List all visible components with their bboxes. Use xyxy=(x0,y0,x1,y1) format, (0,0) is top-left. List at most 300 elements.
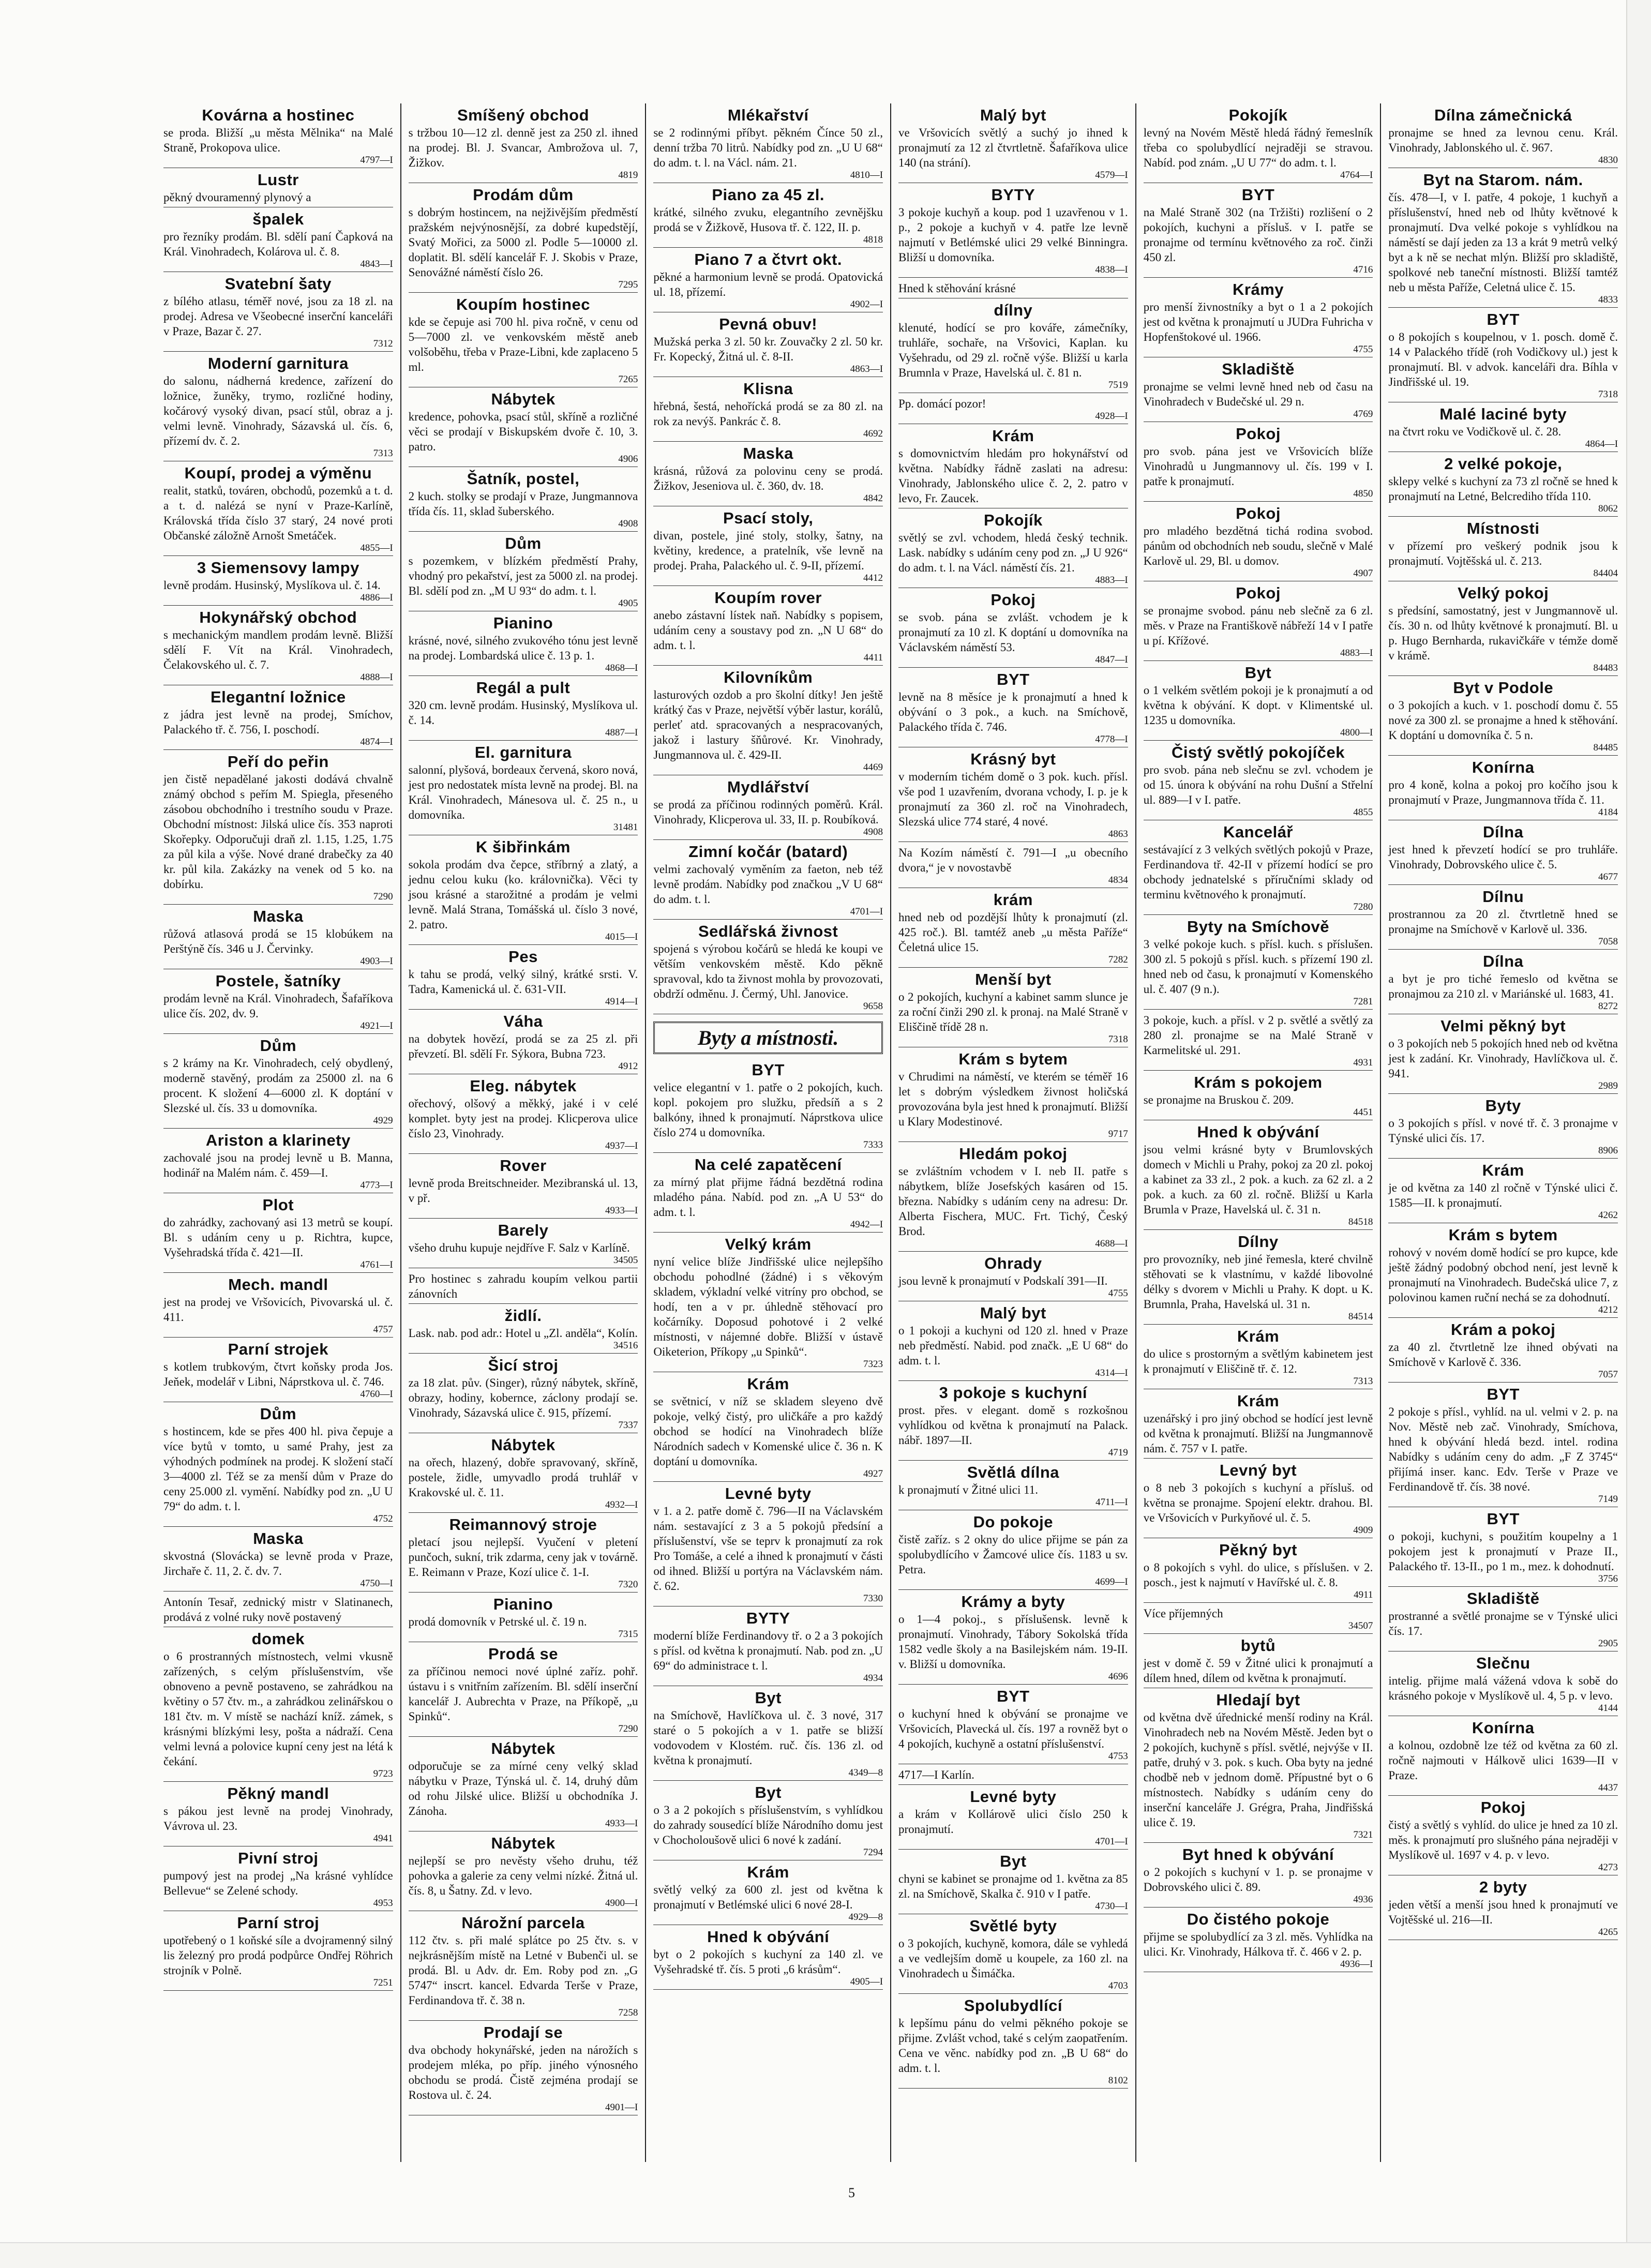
ad-text: pěkný dvouramenný plynový a xyxy=(163,191,311,204)
classified-ad xyxy=(163,1530,393,1591)
classified-ad xyxy=(1144,281,1373,357)
ad-text: s pákou jest levně na prodej Vinohrady, Vávrova ul. 23. xyxy=(163,1805,393,1833)
ad-text: prostranné a světlé pronajme se v Týnské ulici čís. 17. xyxy=(1388,1610,1618,1638)
classified-ad xyxy=(163,1037,393,1129)
ad-code: 4855—I xyxy=(360,543,393,553)
ad-code: 84514 xyxy=(1348,1311,1373,1322)
classified-ad xyxy=(163,211,393,272)
ad-text: krásná, růžová za polovinu ceny se prodá. Žižkov, Jeseniova ul. č. 360, dv. 18. xyxy=(653,464,883,492)
classified-ad xyxy=(898,1145,1128,1252)
classified-ad xyxy=(163,559,393,606)
ad-code: 8062 xyxy=(1598,503,1618,514)
classified-ad xyxy=(409,1436,638,1513)
ad-code: 4843—I xyxy=(360,259,393,269)
ad-code: 2905 xyxy=(1598,1638,1618,1649)
classified-ad xyxy=(409,948,638,1010)
classified-ad xyxy=(1144,1013,1373,1071)
classified-ad xyxy=(409,1645,638,1737)
ad-text: Pro hostinec s zahradu koupím velkou partii zánovních xyxy=(408,1272,638,1300)
ad-code: 4883—I xyxy=(1095,575,1128,585)
ad-heading: Pokoj xyxy=(1480,1798,1526,1816)
ad-text: Mužská perka 3 zl. 50 kr. Zouvačky 2 zl. 50 kr. Fr. Kopecký, Žitná ul. č. 8-II. xyxy=(653,335,883,363)
classified-ad xyxy=(1388,171,1618,308)
ad-code: 31481 xyxy=(613,822,638,833)
ad-code: 4411 xyxy=(863,652,883,663)
ad-heading: Maska xyxy=(743,444,793,462)
ad-code: 7295 xyxy=(618,279,638,290)
classified-ad xyxy=(1388,1799,1618,1875)
ad-text: pro řezníky prodám. Bl. sdělí paní Čapková na Král. Vinohradech, Kolárova ul. č. 8. xyxy=(163,230,393,258)
ad-code: 4265 xyxy=(1598,1927,1618,1937)
ad-heading: Rover xyxy=(500,1156,547,1175)
ad-heading: dílny xyxy=(994,301,1033,319)
classified-ad xyxy=(409,1077,638,1154)
ad-heading: BYTY xyxy=(746,1609,790,1627)
ad-code: 4830 xyxy=(1598,155,1618,166)
ad-code: 4757 xyxy=(373,1324,393,1335)
ad-text: ve Vršovicích světlý a suchý jo ihned k pronajmutí za 12 zl čtvrtletně. Šafaříkova ulice 140 (na strání). xyxy=(898,126,1128,169)
ad-code: 4834 xyxy=(1108,875,1128,885)
classified-ad xyxy=(409,614,638,676)
ad-code: 4764—I xyxy=(1340,170,1373,181)
classified-ad xyxy=(409,296,638,387)
ad-code: 7251 xyxy=(373,1977,393,1988)
ad-code: 7320 xyxy=(618,1579,638,1590)
ad-heading: Byt xyxy=(1244,664,1272,682)
ad-code: 4902—I xyxy=(850,299,883,310)
ad-text: kredence, pohovka, psací stůl, skříně a rozličné věci se prodají v Biskupském dvoře č. 10, 3. patro. xyxy=(408,410,638,453)
ad-text: jest v domě č. 59 v Žitné ulici k pronajmutí a dílem hned, dílem od května k pronajmutí. xyxy=(1143,1657,1373,1685)
classified-ad xyxy=(163,1276,393,1338)
ad-text: ořechový, olšový a měkký, jaké i v celé komplet. byty jest na prodej. Klicperova ulice číslo 23, Vinohrady. xyxy=(408,1097,638,1140)
ad-heading: Reimannový stroje xyxy=(449,1515,597,1534)
ad-code: 4750—I xyxy=(360,1578,393,1589)
ad-text: s domovnictvím hledám pro hokynářství od května. Nabídky řádně zaslati na adresu: Vinohrady, Jablonského ulice č. 2, 2. patro v levo, Fr. Zaucek. xyxy=(898,447,1128,505)
ad-code: 4903—I xyxy=(360,956,393,967)
ad-text: realit, statků, továren, obchodů, pozemků a t. d. a t. d. nalézá se nyní v Praze-Karlíně, Královská třída číslo 37 starý, 24 nové proti Občanské záložně Arnošt Smetáček. xyxy=(163,484,393,542)
classified-ad xyxy=(1144,1911,1373,1972)
ad-text: o 2 pokojích s kuchyní v 1. p. se pronajme v Dobrovského ulici č. 89. xyxy=(1143,1866,1373,1894)
ad-heading: Parní stroj xyxy=(237,1914,320,1932)
ad-heading: Do čistého pokoje xyxy=(1187,1910,1330,1928)
classified-ad xyxy=(1144,744,1373,820)
classified-ad xyxy=(1388,405,1618,452)
ad-text: pro provozníky, neb jiné řemesla, které chvilně stěhovati se k vlastnímu, v každé libovolné délky s dvorem v Michli u Prahy. K dopt. u K. Brumnla, Praha, Havelská ul. 31 n. xyxy=(1143,1253,1373,1311)
ad-text: o 3 pokojích a kuch. v 1. poschodí domu č. 55 nové za 300 zl. se pronajme a hned k stěhování. K doptání u domovníka č. 5 n. xyxy=(1388,699,1618,742)
ad-text: pronajme se hned za levnou cenu. Král. Vinohrady, Jablonského ul. č. 967. xyxy=(1388,126,1618,154)
ad-code: 8906 xyxy=(1598,1145,1618,1156)
ad-heading: Klisna xyxy=(743,380,793,398)
ad-text: dva obchody hokynářské, jeden na nárožích s prodejem mléka, po příp. jiného výnosného obchodu se prodá. Čistě zejména prodají se Rostova ul. č. 24. xyxy=(408,2044,638,2101)
ad-heading: Maska xyxy=(253,907,304,925)
ad-code: 84483 xyxy=(1593,663,1618,673)
classified-ad xyxy=(1144,107,1373,183)
classified-ad xyxy=(1144,186,1373,278)
classified-ad xyxy=(163,1132,393,1193)
ad-heading: Nárožní parcela xyxy=(461,1914,585,1932)
ad-code: 4921—I xyxy=(360,1020,393,1031)
ad-code: 7313 xyxy=(1353,1376,1373,1387)
ad-code: 7318 xyxy=(1598,389,1618,400)
classified-ad xyxy=(898,427,1128,508)
classified-ad xyxy=(409,1307,638,1354)
ad-heading: Pevná obuv! xyxy=(719,315,818,333)
classified-ad xyxy=(409,838,638,945)
ad-code: 7312 xyxy=(373,338,393,349)
ad-code: 4703 xyxy=(1108,1980,1128,1991)
classified-ad xyxy=(653,1689,883,1781)
ad-code: 4437 xyxy=(1598,1782,1618,1793)
ad-text: pro svob. pána jest ve Vršovicích blíže Vinohradů u Jungmannovy ul. čís. 199 v I. patře k pronajmutí. xyxy=(1143,445,1373,488)
ad-heading: Postele, šatníky xyxy=(215,972,341,990)
ad-heading: BYT xyxy=(1487,1510,1520,1528)
ad-heading: Koupím hostinec xyxy=(456,295,590,313)
ad-code: 4932—I xyxy=(605,1499,638,1510)
ad-text: o pokoji, kuchyni, s použitím koupelny a 1 pokojem jest k pronajmutí v Praze II., Palackého tř. 13-II., po 1 m., mez. k dohodnutí. xyxy=(1388,1530,1618,1573)
ad-heading: Konírna xyxy=(1472,758,1535,776)
ad-heading: 2 byty xyxy=(1479,1878,1527,1896)
ad-heading: Mydlářství xyxy=(727,778,809,796)
ad-text: na Smíchově, Havlíčkova ul. č. 3 nové, 317 staré o 5 pokojích a v 1. patře se bližší vodovodem v Klostém. ruč. čís. 136 zl. od května k pronajmutí. xyxy=(653,1709,883,1767)
ad-heading: Slečnu xyxy=(1476,1654,1530,1672)
classified-ad xyxy=(1388,679,1618,756)
classified-ad xyxy=(409,1596,638,1642)
ad-code: 4909 xyxy=(1353,1525,1373,1536)
ad-text: s mechanickým mandlem prodám levně. Bližší sdělí F. Vít na Král. Vinohradech, Čelakovského ul. č. 7. xyxy=(163,628,393,671)
ad-text: prodá domovník v Petrské ul. č. 19 n. xyxy=(408,1615,587,1628)
ad-heading: Šicí stroj xyxy=(488,1356,559,1374)
ad-text: 2 kuch. stolky se prodají v Praze, Jungmannova třída čís. 11, sklad šuberského. xyxy=(408,490,638,518)
ad-code: 4692 xyxy=(863,428,883,439)
classified-ad xyxy=(653,1156,883,1233)
ad-heading: Světlá dílna xyxy=(967,1463,1059,1481)
classified-ad xyxy=(409,1222,638,1268)
ad-text: se pronajme na Bruskou č. 209. xyxy=(1143,1093,1294,1106)
ad-text: se zvláštním vchodem v I. neb II. patře s nábytkem, blíže Josefských kasáren od 15. března. Nabídky s udáním ceny na adresu: Dr. Alberta Fischera, MUC. Frt. Tichý, Český Brod. xyxy=(898,1165,1128,1238)
classified-ad xyxy=(898,1853,1128,1914)
ad-heading: Koupí, prodej a výměnu xyxy=(184,464,372,482)
classified-ad xyxy=(653,589,883,666)
column-6 xyxy=(1380,103,1625,2162)
ad-heading: Kilovníkům xyxy=(724,668,813,686)
ad-heading: Pianino xyxy=(493,1595,553,1613)
ad-code: 4863 xyxy=(1108,829,1128,839)
ad-code: 4262 xyxy=(1598,1210,1618,1221)
ad-code: 7294 xyxy=(863,1847,883,1858)
ad-heading: BYT xyxy=(1241,186,1275,204)
classified-ad xyxy=(409,186,638,293)
ad-text: na ořech, hlazený, dobře spravovaný, skříně, postele, židle, umyvadlo prodá truhlář v Krakovské ul. č. 11. xyxy=(408,1456,638,1499)
ad-text: sestávající z 3 velkých světlých pokojů v Praze, Ferdinandova tř. 42-II v přízemí hodící se pro obchody jednatelské s příručními sklady od terminu květnového k pronajmutí. xyxy=(1143,843,1373,901)
ad-code: 4931 xyxy=(1353,1057,1373,1068)
ad-code: 4863—I xyxy=(850,364,883,374)
ad-text: se světnicí, v níž se skladem sleyeno dvě pokoje, velký čistý, pro uličkáře a pro každý obchod se hodící na Vinohradech blíže Národních sadech v Komenské ulice č. 36 n. K doptání u domovníka. xyxy=(653,1395,883,1468)
ad-code: 4908 xyxy=(863,827,883,837)
classified-ad xyxy=(163,171,393,207)
classified-ad xyxy=(1144,664,1373,741)
ad-code: 4927 xyxy=(863,1468,883,1479)
ad-code: 4753 xyxy=(1108,1751,1128,1762)
ad-text: všeho druhu kupuje nejdříve F. Salz v Karlíně. xyxy=(408,1241,630,1254)
ad-code: 7321 xyxy=(1353,1829,1373,1840)
ad-heading: Prodám dům xyxy=(473,186,574,204)
classified-ad xyxy=(898,591,1128,668)
ad-code: 4936—I xyxy=(1340,1959,1373,1970)
classified-ad xyxy=(653,380,883,442)
classified-columns xyxy=(156,103,1625,2162)
ad-heading: Piano za 45 zl. xyxy=(712,186,825,204)
ad-heading: Pokojík xyxy=(983,511,1043,529)
classified-ad xyxy=(409,390,638,467)
classified-ad xyxy=(898,281,1128,298)
section-header: Byty a místnosti. xyxy=(653,1022,883,1054)
ad-code: 4760—I xyxy=(360,1389,393,1400)
ad-text: čistý a světlý s vyhlíd. do ulice je hned za 10 zl. měs. k pronajmutí pro slušného pána nejraději v Myslíkově ul. 1697 v 4. p. v levo. xyxy=(1388,1819,1618,1861)
ad-code: 9723 xyxy=(373,1768,393,1779)
ad-heading: Skladiště xyxy=(1222,360,1295,378)
classified-ad xyxy=(653,1784,883,1860)
ad-code: 4936 xyxy=(1353,1894,1373,1905)
classified-ad xyxy=(409,1013,638,1074)
scan-margin-right xyxy=(1626,0,1651,2268)
classified-ad xyxy=(898,302,1128,393)
ad-heading: Byt hned k obývání xyxy=(1182,1845,1334,1864)
ad-text: za mírný plat přijme řádná bezdětná rodina mladého pána. Nabíd. pod zn. „A U 53“ do adm. t. l. xyxy=(653,1176,883,1219)
classified-ad xyxy=(1388,584,1618,676)
ad-heading: Dům xyxy=(260,1037,297,1055)
ad-text: hned neb od pozdější lhůty k pronajmutí (zl. 425 roč.). Bl. tamtéž aneb „u města Paříže“ Čeletná ulice 15. xyxy=(898,911,1128,954)
ad-text: z bílého atlasu, téměř nové, jsou za 18 zl. na prodej. Adresa ve Všeobecné inserční kanceláři v Praze, Bazar č. 27. xyxy=(163,295,393,338)
ad-text: o 6 prostranných místnostech, velmi vkusně zařízených, s celým příslušenstvím, vše obnoveno a pevně postaveno, se zahrádkou na květiny o 57 čtv. m., a zahrádkou zelinářskou o 181 čtv. m. V místě se nachází kníž. zámek, s krásnými blízkými lesy, pošta a nádraží. Cena velmi levná a polovice kupní ceny jest na létá k čekání. xyxy=(163,1650,393,1768)
classified-ad xyxy=(163,1850,393,1911)
classified-ad xyxy=(163,355,393,461)
ad-text: pro menší živnostníky a byt o 1 a 2 pokojích jest od května k pronajmutí u JUDra Fuhricha v Hopfenštokové ul. 1966. xyxy=(1143,301,1373,343)
ad-code: 4887—I xyxy=(605,727,638,738)
ad-heading: Mech. mandl xyxy=(228,1275,328,1294)
column-2 xyxy=(400,103,646,2162)
ad-code: 4933—I xyxy=(605,1818,638,1829)
ad-heading: Pokoj xyxy=(1236,504,1281,522)
ad-heading: 2 velké pokoje, xyxy=(1444,455,1563,473)
classified-ad xyxy=(1144,1123,1373,1230)
classified-ad xyxy=(1388,311,1618,402)
ad-text: k lepšímu pánu do velmi pěkného pokoje se přijme. Zvlášt vchod, také s celým zaopatřením. Cena ve věnc. nabídky pod zn. „B U 68“ do adm. t. l. xyxy=(898,2017,1128,2075)
ad-code: 4934 xyxy=(863,1673,883,1684)
ad-text: pro 4 koně, kolna a pokoj pro kočího jsou k pronajmutí v Praze, Jungmannova třída č. 11. xyxy=(1388,778,1618,806)
ad-text: čís. 478—I, v I. patře, 4 pokoje, 1 kuchyň a příslušenství, hned neb od lhůty květnové k pronajmutí. Dva velké pokoje s vyhlídkou na náměstí se dají jeden za 13 a krát 9 metrů velký byt a k ně se nechat mlýn. Bližší pro skladiště, spolkové neb taneční místnosti. Bližší tamtéž neb u města Paříže, Celetná ulice č. 15. xyxy=(1388,191,1618,294)
ad-text: Lask. nab. pod adr.: Hotel u „Zl. anděla“, Kolín. xyxy=(408,1327,638,1340)
ad-heading: Konírna xyxy=(1472,1719,1535,1737)
ad-code: 7519 xyxy=(1108,380,1128,390)
ad-code: 7318 xyxy=(1108,1034,1128,1045)
ad-text: s předsíní, samostatný, jest v Jungmannově ul. čís. 30 n. od lhůty květnové k pronajmutí. Bl. u p. Hugo Bernharda, rukavičkáře v témže domě v krámě. xyxy=(1388,604,1618,662)
ad-heading: Hledají byt xyxy=(1216,1691,1300,1709)
ad-heading: Nábytek xyxy=(491,1436,556,1454)
ad-text: s 2 krámy na Kr. Vinohradech, celý obydlený, moderně stavěný, prodám za 25000 zl. na 6 procent. K složení 4—6000 zl. K doptání v Slezské ul. čís. 33 u domovníka. xyxy=(163,1057,393,1115)
ad-code: 4800—I xyxy=(1340,727,1373,738)
ad-heading: BYTY xyxy=(991,186,1035,204)
classified-ad xyxy=(409,107,638,183)
ad-code: 4677 xyxy=(1598,872,1618,882)
ad-code: 4933—I xyxy=(605,1205,638,1216)
ad-code: 9658 xyxy=(863,1001,883,1012)
ad-code: 34516 xyxy=(613,1340,638,1351)
ad-code: 7058 xyxy=(1598,936,1618,947)
ad-heading: Krámy a byty xyxy=(961,1593,1065,1611)
ad-text: na čtvrt roku ve Vodičkově ul. č. 28. xyxy=(1388,425,1562,438)
classified-ad xyxy=(898,1050,1128,1142)
ad-text: krátké, silného zvuku, elegantního zevnějšku prodá se v Žižkově, Husova tř. č. 122, II. p. xyxy=(653,206,883,234)
ad-code: 4855 xyxy=(1353,807,1373,818)
ad-text: světlý se zvl. vchodem, hledá český technik. Lask. nabídky s udáním ceny pod zn. „J U 926“ do adm. t. l. na Václ. náměstí čís. 21. xyxy=(898,531,1128,574)
ad-text: o 1—4 pokoj., s příslušensk. levně k pronajmutí. Vinohrady, Tábory Sokolská třída 1582 vedle školy a na Basilejském nám. 19-II. v. Bližší u domovníka. xyxy=(898,1613,1128,1671)
classified-ad xyxy=(898,1688,1128,1764)
ad-code: 9717 xyxy=(1108,1129,1128,1139)
ad-heading: Pes xyxy=(508,948,538,966)
ad-text: intelig. přijme malá vážená vdova k sobě do krásného pokoje v Myslíkově ul. 4, 5 p. v levo. xyxy=(1388,1674,1618,1702)
ad-heading: Byt v Podole xyxy=(1453,679,1554,697)
ad-text: odporučuje se za mírné ceny velký sklad nábytku v Praze, Týnská ul. č. 14, druhý dům od rohu Jilské ulice. Bližší u obchodníka J. Zánoha. xyxy=(408,1760,638,1818)
ad-text: pumpový jest na prodej „Na krásné vyhlídce Bellevue“ se Zelené schody. xyxy=(163,1869,393,1897)
column-3 xyxy=(645,103,890,2162)
ad-heading: Krám xyxy=(992,427,1034,445)
ad-heading: Levný byt xyxy=(1219,1461,1297,1479)
classified-ad xyxy=(1388,1017,1618,1094)
ad-text: Antonín Tesař, zednický mistr v Slatinanech, prodává z volné ruky nově postavený xyxy=(163,1596,393,1624)
ad-text: v 1. a 2. patře domě č. 796—II na Václavském nám. sestavající z 3 a 5 pokojů předsíní a příslušenství, vše se teprv k pronajmutí za rok Pro Tomáše, a celé a ihned k pronajmutí v části od ihned. Bližší u portýra na Václavském nám. č. 62. xyxy=(653,1505,883,1593)
ad-text: Více příjemných xyxy=(1143,1607,1223,1620)
classified-ad xyxy=(1388,1097,1618,1159)
ad-code: 4905—I xyxy=(850,1976,883,1987)
ad-heading: Lustr xyxy=(257,171,299,189)
classified-ad xyxy=(163,1595,393,1627)
ad-heading: Menší byt xyxy=(975,970,1052,988)
classified-ad xyxy=(163,275,393,352)
ad-code: 4864—I xyxy=(1585,439,1618,449)
ad-text: 3 velké pokoje kuch. s přísl. kuch. s příslušen. 300 zl. 5 pokojů s přísl. kuch. s přízemí 190 zl. hned neb od času, k pronajmutí v Komenského ul. č. 407 (9 n.). xyxy=(1143,938,1373,996)
ad-heading: Dům xyxy=(260,1405,297,1423)
ad-heading: Regál a pult xyxy=(476,679,571,697)
classified-ad xyxy=(653,107,883,183)
ad-code: 4847—I xyxy=(1095,654,1128,665)
classified-ad xyxy=(409,1271,638,1304)
ad-text: v Chrudimi na náměstí, ve kterém se téměř 16 let s dobrým výsledkem živnost holičská provozována byla jest hned k pronajmutí. Bližší u Klary Modestinové. xyxy=(898,1070,1128,1128)
ad-heading: Moderní garnitura xyxy=(207,354,349,372)
ad-code: 7323 xyxy=(863,1359,883,1370)
ad-heading: Pokoj xyxy=(990,591,1036,609)
classified-ad xyxy=(898,1304,1128,1381)
ad-heading: Krám s pokojem xyxy=(1194,1073,1323,1091)
ad-text: v moderním tichém domě o 3 pok. kuch. přísl. vše pod 1 uzavřením, dvorana vchody, I. p. je k pronajmutí za 360 zl. roč na Vinohradech, Slezská ulice 774 staré, 4 nové. xyxy=(898,770,1128,828)
classified-ad xyxy=(163,972,393,1034)
classified-ad xyxy=(898,1513,1128,1590)
classified-ad xyxy=(1144,918,1373,1010)
ad-heading: Levné byty xyxy=(970,1788,1057,1806)
ad-code: 84518 xyxy=(1348,1216,1373,1227)
ad-text: o 3 pokojích neb 5 pokojích hned neb od května jest k zadání. Kr. Vinohrady, Havlíčkova ul. č. 941. xyxy=(1388,1037,1618,1080)
ad-code: 7149 xyxy=(1598,1494,1618,1505)
ad-heading: Hned k obývání xyxy=(707,1928,830,1946)
ad-heading: Prodá se xyxy=(488,1645,558,1663)
ad-heading: Pianino xyxy=(493,614,553,632)
ad-code: 4716 xyxy=(1353,264,1373,275)
ad-heading: Krámy xyxy=(1233,280,1284,298)
ad-heading: Peří do peřin xyxy=(227,753,329,771)
classified-ad xyxy=(409,535,638,611)
ad-code: 4761—I xyxy=(360,1259,393,1270)
column-1 xyxy=(156,103,400,2162)
ad-heading: Sedlářská živnost xyxy=(698,922,838,940)
ad-text: o kuchyní hned k obývání se pronajme ve Vršovicích, Plavecká ul. čís. 197 a rovněž byt o 4 pokojích, kuchyně a ostatní příslušenství. xyxy=(898,1707,1128,1750)
classified-ad xyxy=(163,1785,393,1846)
ad-code: 4184 xyxy=(1598,807,1618,818)
ad-code: 4906 xyxy=(618,454,638,464)
ad-text: k pronajmutí v Žitné ulici 11. xyxy=(898,1483,1039,1496)
ad-heading: Prodají se xyxy=(483,2023,563,2041)
classified-ad xyxy=(163,107,393,168)
ad-code: 7290 xyxy=(373,891,393,902)
ad-heading: El. garnitura xyxy=(474,743,572,761)
ad-code: 34505 xyxy=(613,1255,638,1266)
ad-code: 4886—I xyxy=(360,592,393,603)
classified-ad xyxy=(1144,584,1373,661)
ad-code: 4696 xyxy=(1108,1671,1128,1682)
ad-heading: Spolubydlící xyxy=(964,1996,1062,2015)
classified-ad xyxy=(653,316,883,377)
ad-code: 4907 xyxy=(1353,568,1373,579)
ad-code: 4818 xyxy=(863,234,883,245)
ad-text: o 3 pokojích, kuchyně, komora, dále se vyhledá a ve vedlejším domě u koupele, za 160 zl. na Vinohradech u Šimáčka. xyxy=(898,1937,1128,1980)
ad-code: 4273 xyxy=(1598,1862,1618,1873)
ad-text: s dobrým hostincem, na nejživějším předměstí pražském nejvýnosnější, za dobré kupedstějí, Svatý Mořici, za 5000 zl. Podle 5—10000 zl. doplatit. Bl. sdělí kancelář F. J. Skobis v Praze, Senovážné náměstí číslo 26. xyxy=(408,206,638,279)
ad-text: moderní blíže Ferdinandovy tř. o 2 a 3 pokojích s přísl. od května k pronajmutí. Nab. pod zn. „U 69“ do administrace t. l. xyxy=(653,1629,883,1672)
ad-code: 2989 xyxy=(1598,1080,1618,1091)
ad-heading: Hledám pokoj xyxy=(959,1145,1068,1163)
classified-ad xyxy=(1388,1321,1618,1383)
ad-code: 4701—I xyxy=(850,906,883,917)
ad-text: kde se čepuje asi 700 hl. piva ročně, v cenu od 5—7000 zl. ve venkovském městě aneb volšoběhu, třeba v Praze-Libni, kde zaplaceno 5 ml. xyxy=(408,316,638,373)
ad-text: za 40 zl. čtvrtletně lze ihned obývati na Smíchově v Karlově č. 336. xyxy=(1388,1341,1618,1369)
ad-text: se 2 rodinnými příbyt. pěkném Čínce 50 zl., denní tržba 70 litrů. Nabídky pod zn. „U U 68“ do adm. t. l. na Václ. nám. 21. xyxy=(653,126,883,169)
ad-text: 3 pokoje, kuch. a přísl. v 2 p. světlé a světlý za 280 zl. pronajme se na Malé Straně v Karmelitské ul. 291. xyxy=(1143,1014,1373,1057)
ad-heading: Eleg. nábytek xyxy=(470,1077,577,1095)
ad-code: 4833 xyxy=(1598,294,1618,305)
ad-code: 4911 xyxy=(1354,1589,1373,1600)
ad-code: 7333 xyxy=(863,1139,883,1150)
ad-code: 4941 xyxy=(373,1833,393,1844)
ad-heading: Místnosti xyxy=(1466,519,1540,537)
ad-text: byt o 2 pokojích s kuchyní za 140 zl. ve Vyšehradské tř. čís. 5 proti „6 krásům“. xyxy=(653,1948,883,1976)
ad-code: 7265 xyxy=(618,374,638,385)
ad-heading: Krám xyxy=(747,1863,789,1881)
ad-heading: Dům xyxy=(505,534,542,552)
classified-ad xyxy=(1144,1328,1373,1389)
classified-ad xyxy=(898,1464,1128,1510)
classified-ad xyxy=(1144,1691,1373,1843)
ad-text: Pp. domácí pozor! xyxy=(898,397,986,410)
ad-heading: Kancelář xyxy=(1223,823,1293,841)
ad-text: světlý velký za 600 zl. jest od května k pronajmutí v Betlémské ulici 6 nové 28-I. xyxy=(653,1883,883,1911)
classified-ad xyxy=(1144,505,1373,581)
ad-code: 4901—I xyxy=(605,2102,638,2113)
classified-ad xyxy=(163,1341,393,1402)
ad-text: a krám v Kollárově ulici číslo 250 k pronajmutí. xyxy=(898,1808,1128,1836)
classified-ad xyxy=(898,1593,1128,1685)
ad-code: 4953 xyxy=(373,1898,393,1909)
ad-code: 4912 xyxy=(618,1061,638,1072)
classified-ad xyxy=(1388,455,1618,517)
ad-heading: Pěkný mandl xyxy=(227,1784,329,1803)
